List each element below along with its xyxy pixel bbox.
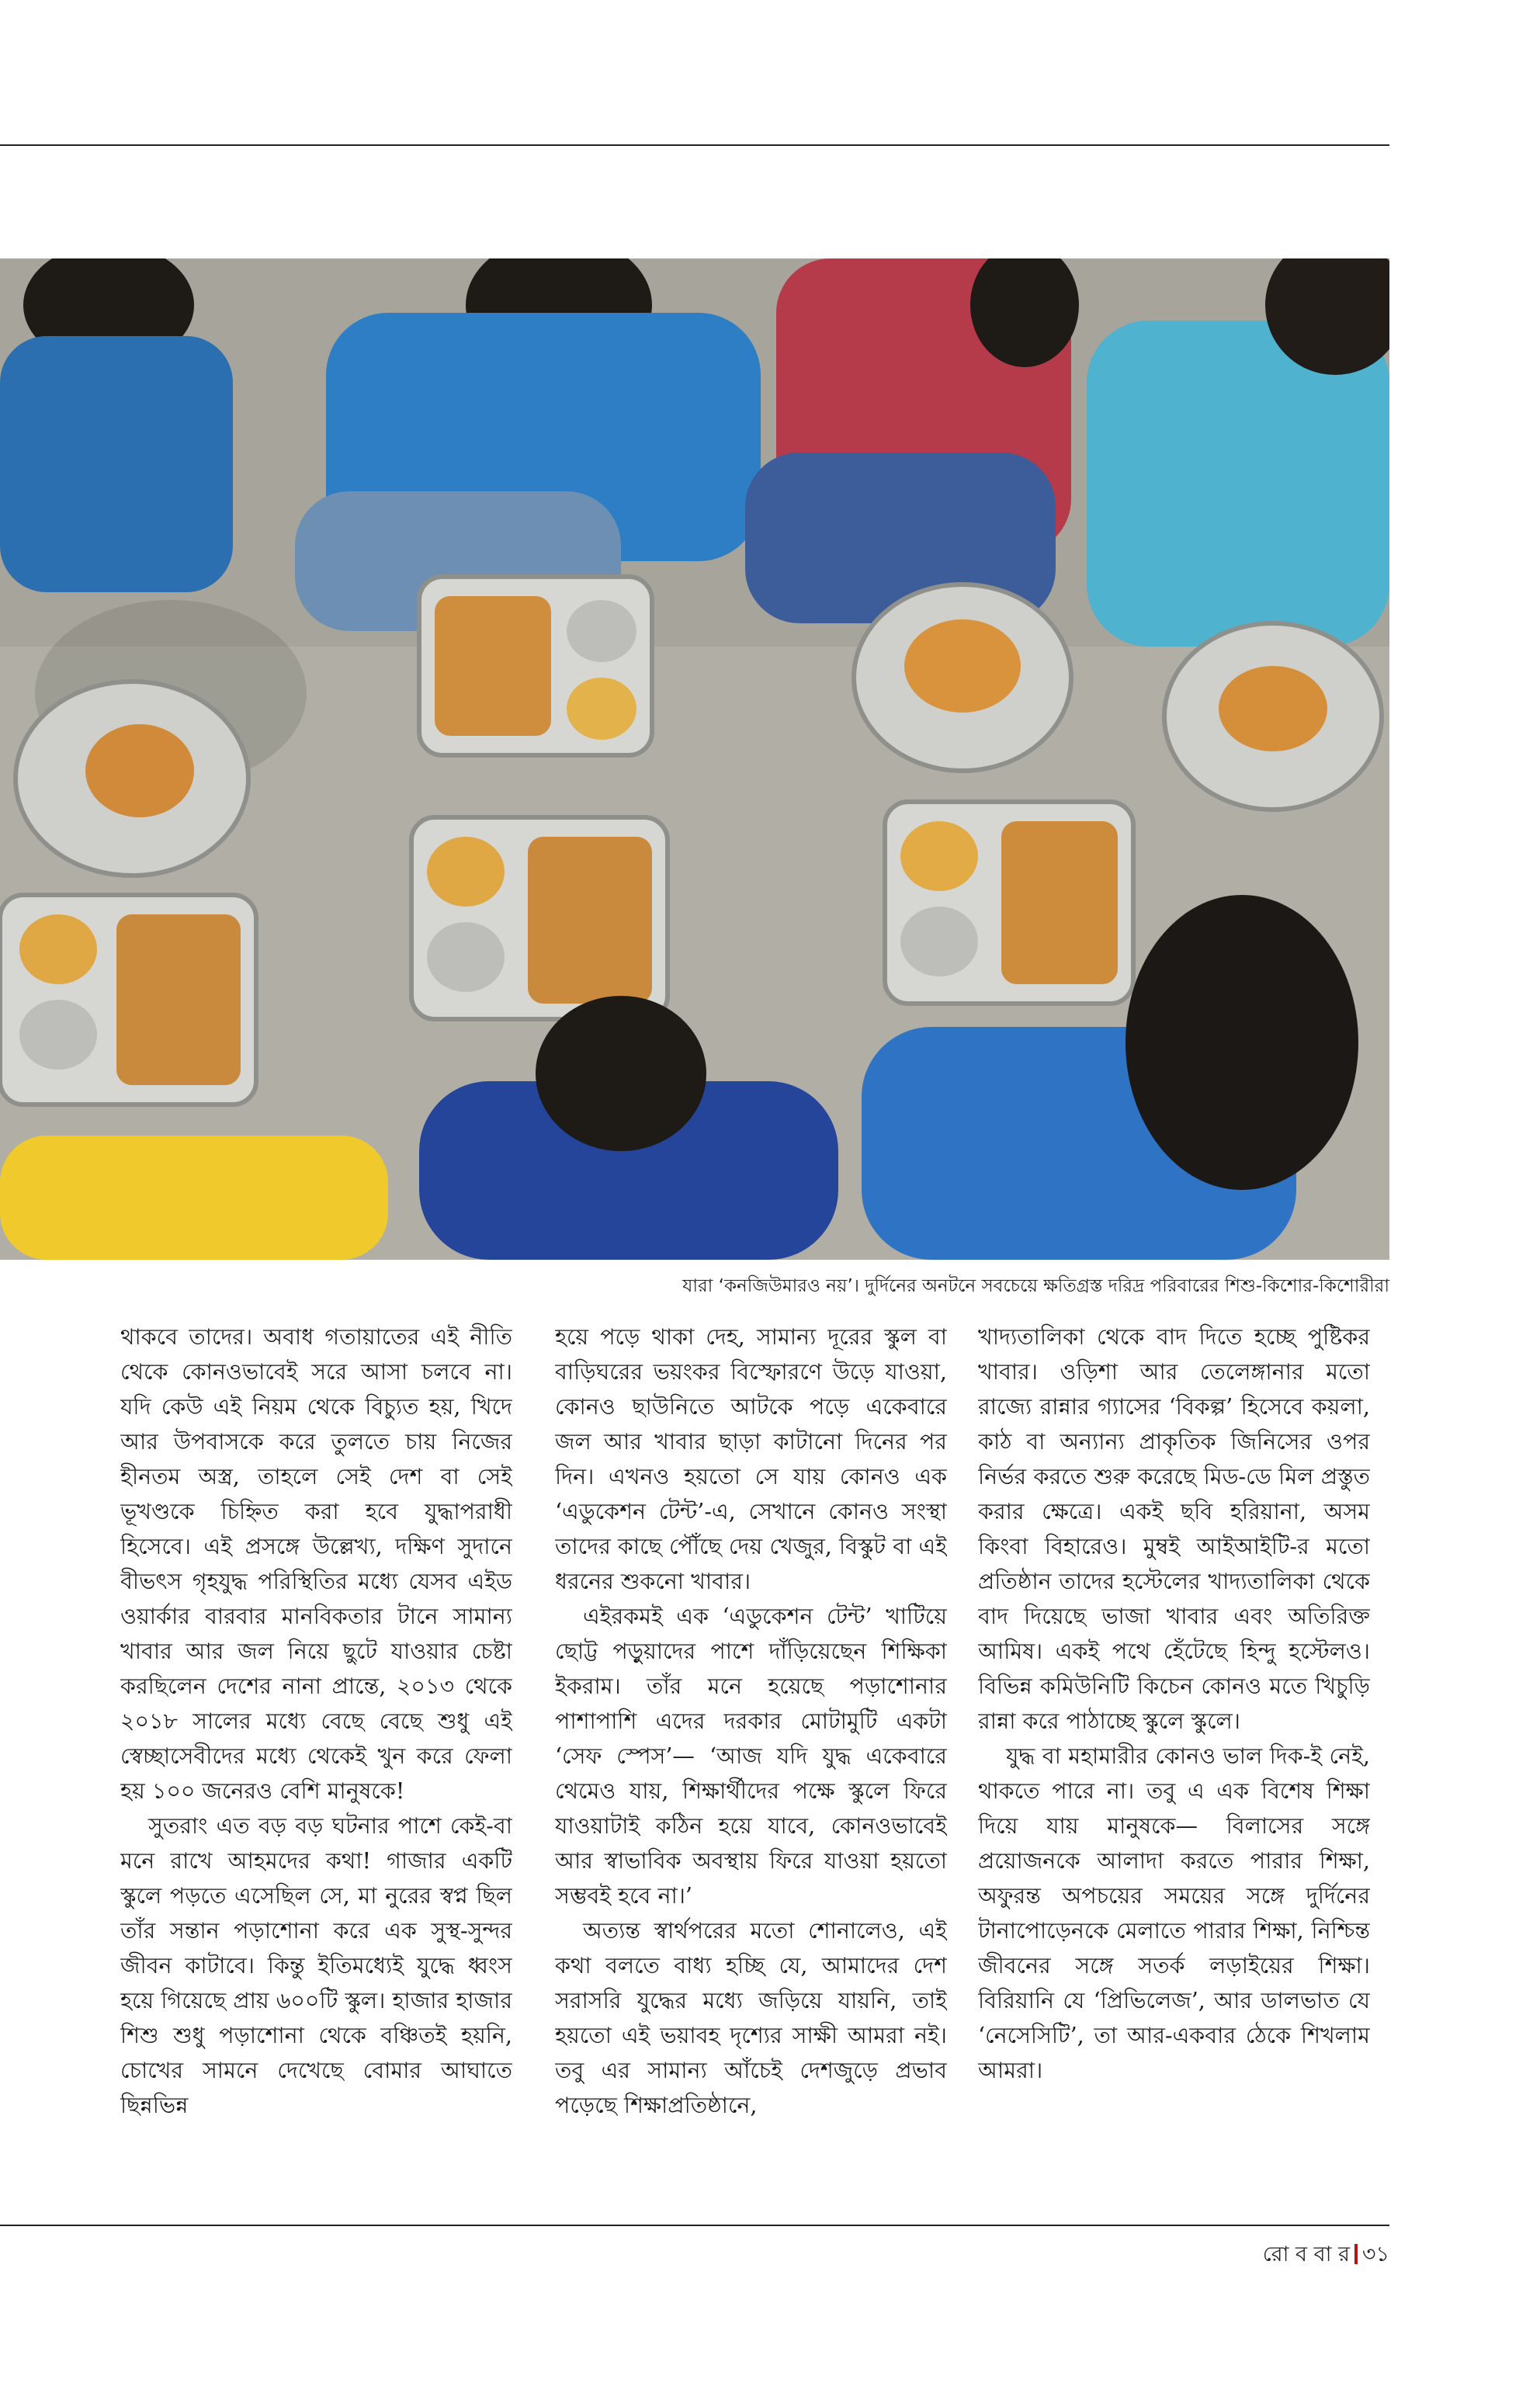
article-column-3: [978, 1320, 1370, 2212]
paragraph: অত্যন্ত স্বার্থপরের মতো শোনালেও, এই কথা বলতে বাধ্য হচ্ছি যে, আমাদের দেশ সরাসরি যুদ্ধের মধ্যে জড়িয়ে যায়নি, তাই হয়তো এই ভয়াবহ দৃশ্যের সাক্ষী আমরা নই। তবু এর সামান্য আঁচেই দেশজুড়ে প্রভাব পড়েছে শিক্ষাপ্রতিষ্ঠানে,: [555, 1918, 947, 2118]
feature-photo: [0, 258, 1389, 1260]
paragraph: খাদ্যতালিকা থেকে বাদ দিতে হচ্ছে পুষ্টিকর খাবার। ওড়িশা আর তেলেঙ্গানার মতো রাজ্যে রান্নার গ্যাসের ‘বিকল্প’ হিসেবে কয়লা, কাঠ বা অন্যান্য প্রাকৃতিক জিনিসের ওপর নির্ভর করতে শুরু করেছে মিড-ডে মিল প্রস্তুত করার ক্ষেত্রে। একই ছবি হরিয়ানা, অসম কিংবা বিহারেও। মুম্বই আইআইটি-র মতো প্রতিষ্ঠান তাদের হস্টেলের খাদ্যতালিকা থেকে বাদ দিয়েছে ভাজা খাবার এবং অতিরিক্ত আমিষ। একই পথে হেঁটেছে হিন্দু হস্টেলও। বিভিন্ন কমিউনিটি কিচেন কোনও মতে খিচুড়ি রান্না করে পাঠাচ্ছে স্কুলে স্কুলে।: [978, 1324, 1370, 1734]
photo-illustration: [0, 258, 1389, 1260]
paragraph: হয়ে পড়ে থাকা দেহ, সামান্য দূরের স্কুল বা বাড়িঘরের ভয়ংকর বিস্ফোরণে উড়ে যাওয়া, কোনও ছাউনিতে আটকে পড়ে একেবারে জল আর খাবার ছাড়া কাটানো দিনের পর দিন। এখনও হয়তো সে যায় কোনও এক ‘এডুকেশন টেন্ট’-এ, সেখানে কোনও সংস্থা তাদের কাছে পৌঁছে দেয় খেজুর, বিস্কুট বা এই ধরনের শুকনো খাবার।: [555, 1324, 947, 1594]
paragraph: এইরকমই এক ‘এডুকেশন টেন্ট’ খাটিয়ে ছোট্ট পড়ুয়াদের পাশে দাঁড়িয়েছেন শিক্ষিকা ইকরাম। তাঁর মনে হয়েছে পড়াশোনার পাশাপাশি এদের দরকার মোটামুটি একটা ‘সেফ স্পেস’— ‘আজ যদি যুদ্ধ একেবারে থেমেও যায়, শিক্ষার্থীদের পক্ষে স্কুলে ফিরে যাওয়াটাই কঠিন হয়ে যাবে, কোনওভাবেই আর স্বাভাবিক অবস্থায় ফিরে যাওয়া হয়তো সম্ভবই হবে না।’: [555, 1604, 947, 1909]
page-number: ৩১: [1361, 2242, 1389, 2266]
paragraph: যুদ্ধ বা মহামারীর কোনও ভাল দিক-ই নেই, থাকতে পারে না। তবু এ এক বিশেষ শিক্ষা দিয়ে যায় মানুষকে— বিলাসের সঙ্গে প্রয়োজনকে আলাদা করতে পারার শিক্ষা, অফুরন্ত অপচয়ের সময়ের সঙ্গে দুর্দিনের টানাপোড়েনকে মেলাতে পারার শিক্ষা, নিশ্চিন্ত জীবনের সঙ্গে সতর্ক লড়াইয়ের শিক্ষা। বিরিয়ানি যে ‘প্রিভিলেজ’, আর ডালভাত যে ‘নেসেসিটি’, তা আর-একবার ঠেকে শিখলাম আমরা।: [978, 1743, 1370, 2083]
photo-caption: যারা ‘কনজিউমারও নয়’। দুর্দিনের অনটনে সবচেয়ে ক্ষতিগ্রস্ত দরিদ্র পরিবারের শিশু-কিশোর-কিশোরীরা: [682, 1276, 1389, 1296]
article-column-1: [120, 1320, 512, 2212]
page-footer: [1203, 2239, 1389, 2270]
footer-divider: [1354, 2244, 1358, 2264]
paragraph: থাকবে তাদের। অবাধ গতায়াতের এই নীতি থেকে কোনওভাবেই সরে আসা চলবে না। যদি কেউ এই নিয়ম থেকে বিচ্যুত হয়, খিদে আর উপবাসকে করে তুলতে চায় নিজের হীনতম অস্ত্র, তাহলে সেই দেশ বা সেই ভূখণ্ডকে চিহ্নিত করা হবে যুদ্ধাপরাধী হিসেবে। এই প্রসঙ্গে উল্লেখ্য, দক্ষিণ সুদানে বীভৎস গৃহযুদ্ধ পরিস্থিতির মধ্যে যেসব এইড ওয়ার্কার বারবার মানবিকতার টানে সামান্য খাবার আর জল নিয়ে ছুটে যাওয়ার চেষ্টা করছিলেন দেশের নানা প্রান্তে, ২০১৩ থেকে ২০১৮ সালের মধ্যে বেছে বেছে শুধু এই স্বেচ্ছাসেবীদের মধ্যে থেকেই খুন করে ফেলা হয় ১০০ জনেরও বেশি মানুষকে!: [120, 1324, 512, 1804]
article-column-2: [555, 1320, 947, 2212]
top-rule: [0, 144, 1389, 146]
paragraph: সুতরাং এত বড় বড় ঘটনার পাশে কেই-বা মনে রাখে আহমদের কথা! গাজার একটি স্কুলে পড়তে এসেছিল সে, মা নুরের স্বপ্ন ছিল তাঁর সন্তান পড়াশোনা করে এক সুস্থ-সুন্দর জীবন কাটাবে। কিন্তু ইতিমধ্যেই যুদ্ধে ধ্বংস হয়ে গিয়েছে প্রায় ৬০০টি স্কুল। হাজার হাজার শিশু শুধু পড়াশোনা থেকে বঞ্চিতই হয়নি, চোখের সামনে দেখেছে বোমার আঘাতে ছিন্নভিন্ন: [120, 1813, 512, 2118]
magazine-name: রো ব বা র: [1262, 2242, 1350, 2266]
bottom-rule: [0, 2225, 1389, 2226]
